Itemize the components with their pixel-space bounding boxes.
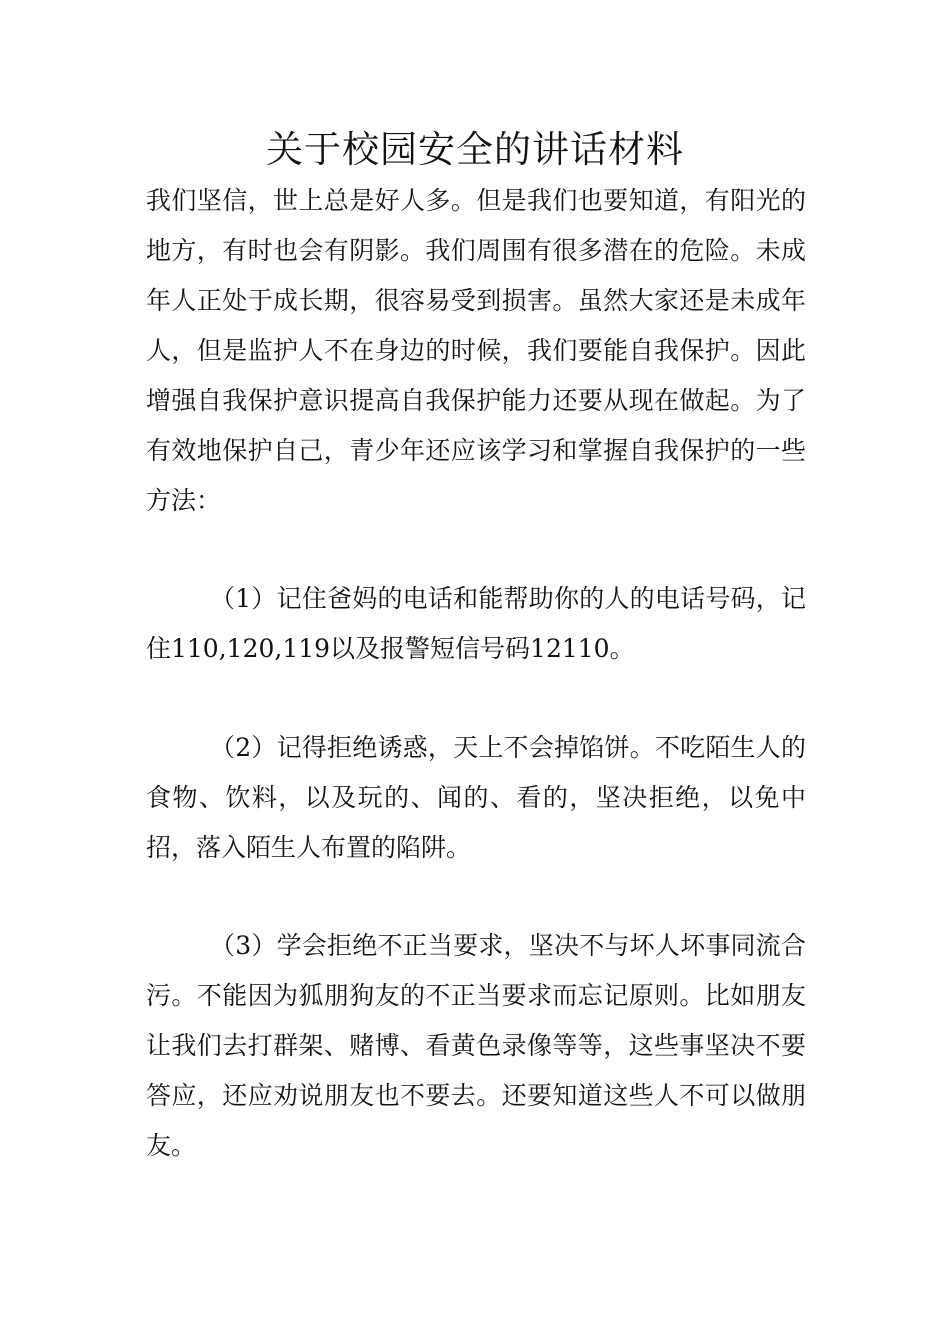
list-item-3-paragraph: （3）学会拒绝不正当要求，坚决不与坏人坏事同流合污。不能因为狐朋狗友的不正当要求而忘记原则。比如朋友让我们去打群架、赌博、看黄色录像等等，这些事坚决不要答应，还应劝说朋友也不要去。还要知道这些人不可以做朋友。 [146, 931, 806, 1160]
list-item-2-paragraph: （2）记得拒绝诱惑，天上不会掉馅饼。不吃陌生人的食物、饮料，以及玩的、闻的、看的，坚决拒绝，以免中招，落入陌生人布置的陷阱。 [146, 733, 806, 862]
list-item-1-paragraph: （1）记住爸妈的电话和能帮助你的人的电话号码，记住110,120,119以及报警短信号码12110。 [146, 584, 806, 663]
document-title: 关于校园安全的讲话材料 [266, 128, 684, 171]
intro-paragraph: 我们坚信，世上总是好人多。但是我们也要知道，有阳光的地方，有时也会有阴影。我们周围有很多潜在的危险。未成年人正处于成长期，很容易受到损害。虽然大家还是未成年人，但是监护人不在身边的时候，我们要能自我保护。因此增强自我保护意识提高自我保护能力还要从现在做起。为了有效地保护自己，青少年还应该学习和掌握自我保护的一些方法： [146, 186, 806, 515]
